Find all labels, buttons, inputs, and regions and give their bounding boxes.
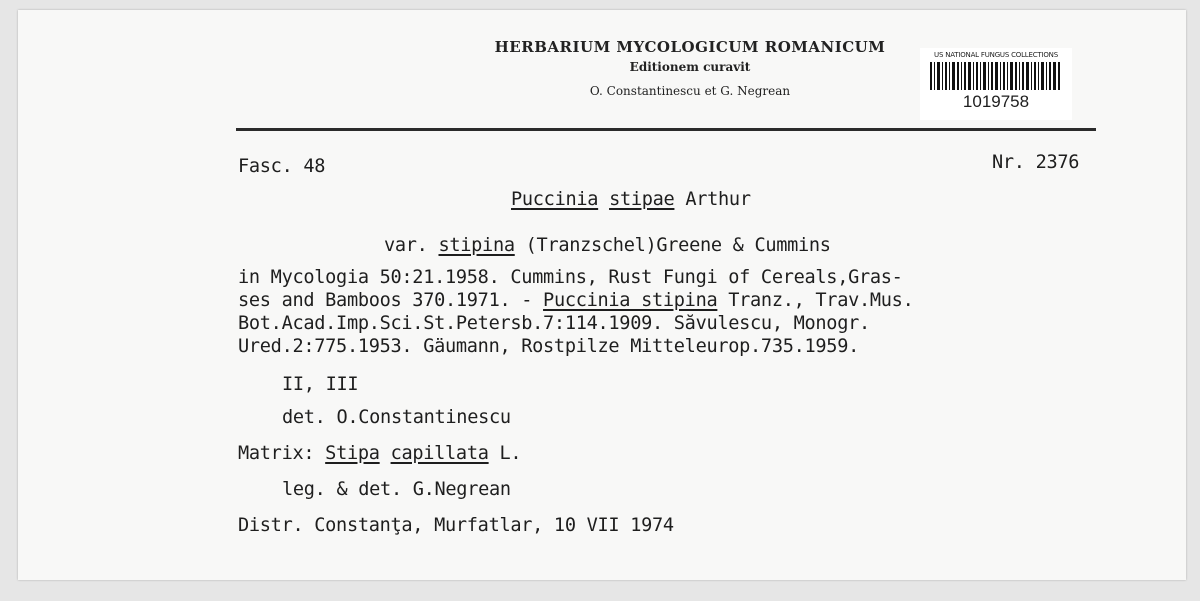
collector: leg. & det. G.Negrean — [282, 479, 511, 500]
editors-line: O. Constantinescu et G. Negrean — [589, 84, 791, 98]
spore-stages: II, III — [282, 374, 359, 395]
barcode-number: 1019758 — [962, 92, 1030, 111]
header-divider — [236, 128, 1096, 131]
barcode-label — [920, 48, 1072, 120]
variety-author: (Tranzschel)Greene & Cummins — [525, 235, 831, 256]
matrix-prefix: Matrix: — [238, 443, 315, 464]
determiner: det. O.Constantinescu — [282, 407, 511, 428]
species-author: Arthur — [685, 189, 751, 210]
citation-line-1: in Mycologia 50:21.1958. Cummins, Rust Fungi of Cereals,Gras- — [238, 267, 903, 288]
citation-line-2-pre: ses and Bamboos 370.1971. - — [238, 290, 544, 311]
synonym-name: Puccinia stipina — [543, 290, 718, 311]
variety-name — [384, 235, 831, 257]
institution-name: HERBARIUM MYCOLOGICUM ROMANICUM — [494, 38, 886, 56]
barcode-icon — [930, 62, 1062, 90]
species-name — [511, 189, 751, 211]
exsiccata-number: Nr. 2376 — [992, 152, 1080, 173]
host-epithet: capillata — [390, 443, 489, 464]
species-epithet: stipae — [609, 189, 675, 210]
variety-epithet: stipina — [438, 235, 515, 256]
host-author: L. — [499, 443, 522, 464]
edition-line: Editionem curavit — [629, 60, 751, 74]
citation-line-3: Bot.Acad.Imp.Sci.St.Petersb.7:114.1909. Săvulescu, Monogr. — [238, 313, 870, 334]
host-genus: Stipa — [325, 443, 380, 464]
citation-line-2-post: Tranz., Trav.Mus. — [717, 290, 914, 311]
citation-line-2 — [238, 290, 913, 312]
label-header — [470, 38, 910, 98]
fascicle-number: Fasc. 48 — [238, 156, 326, 177]
citation-line-4: Ured.2:775.1953. Gäumann, Rostpilze Mitteleurop.735.1959. — [238, 336, 859, 357]
variety-prefix: var. — [384, 235, 428, 256]
locality-date: Distr. Constanţa, Murfatlar, 10 VII 1974 — [238, 515, 674, 536]
matrix-host — [238, 443, 521, 465]
species-genus: Puccinia — [511, 189, 599, 210]
barcode-caption: US NATIONAL FUNGUS COLLECTIONS — [934, 51, 1058, 59]
